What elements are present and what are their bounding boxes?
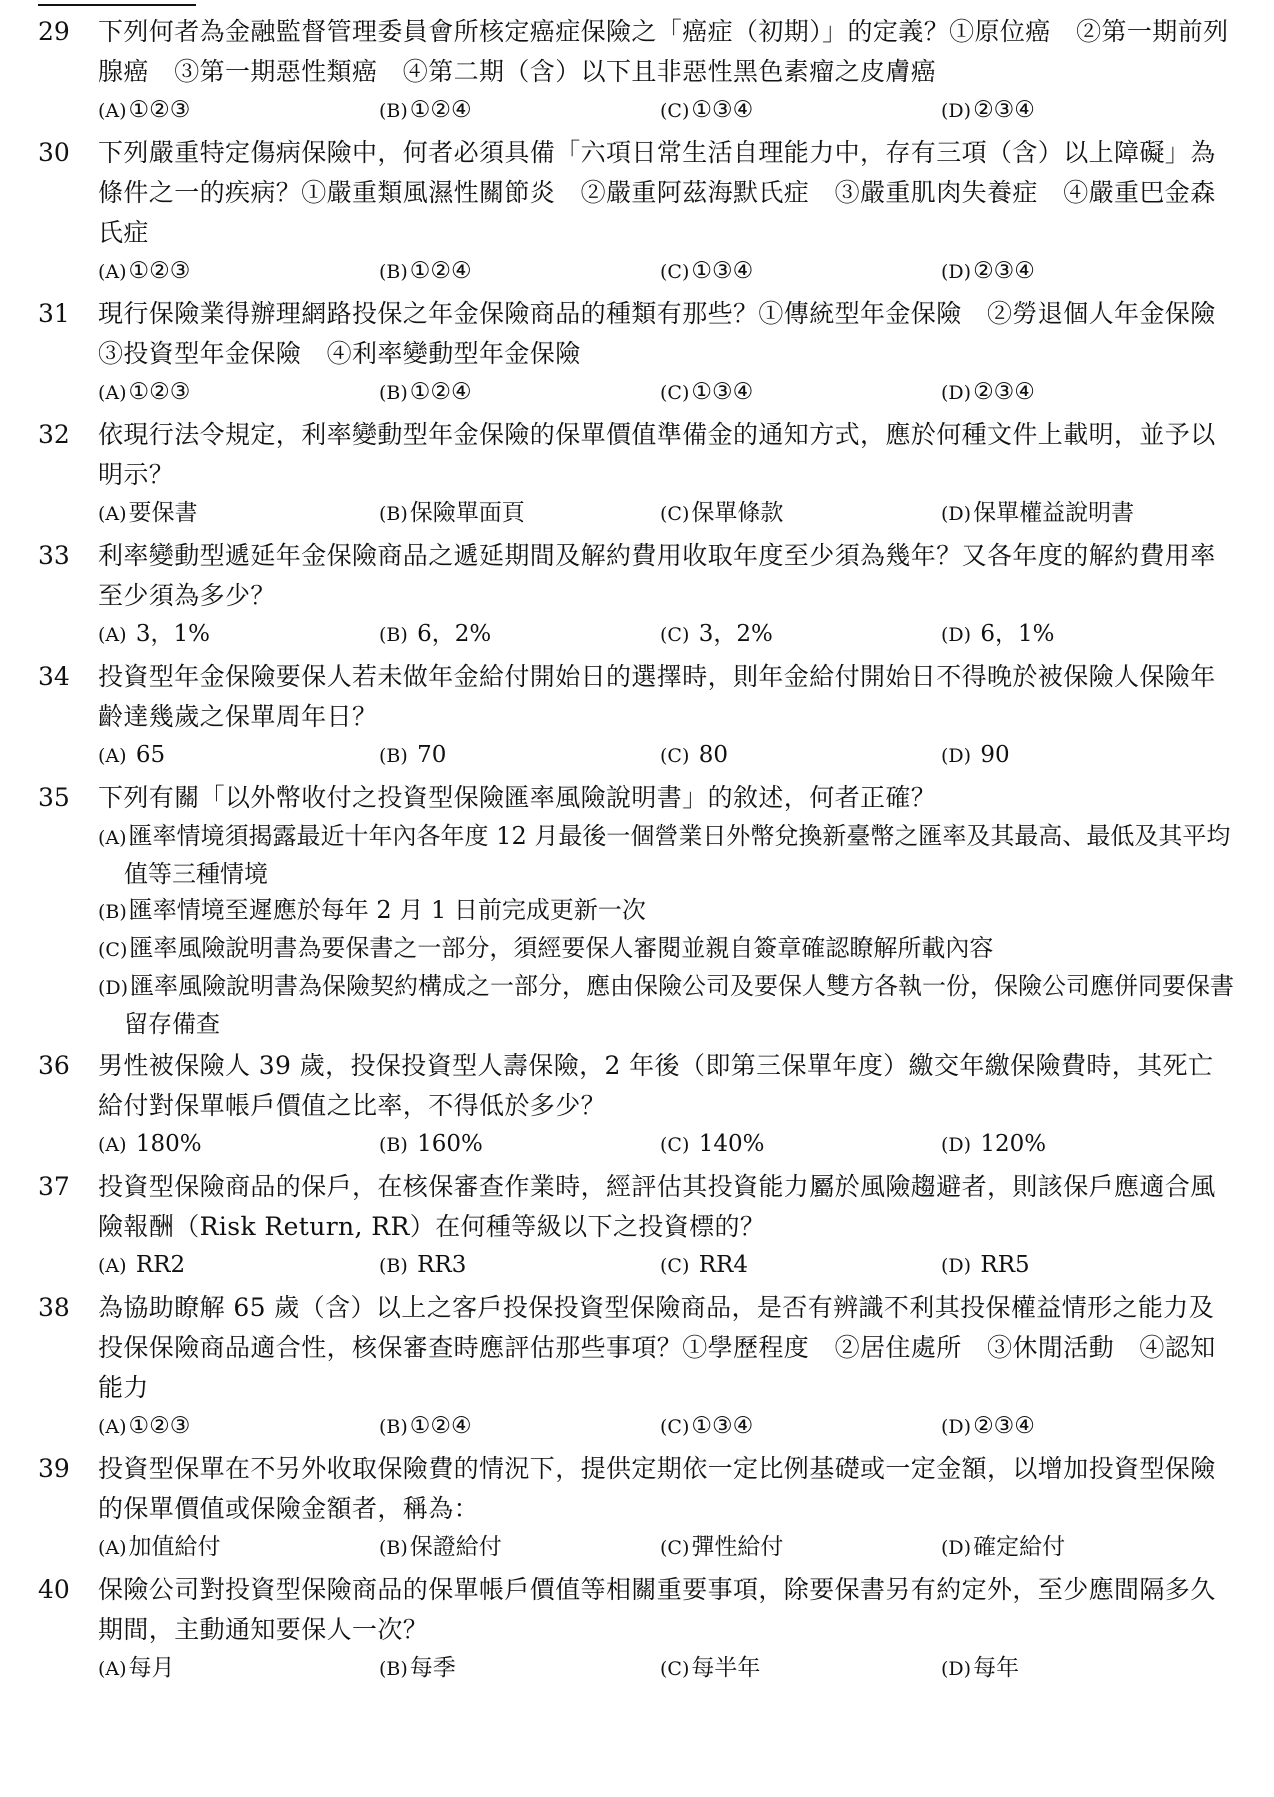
option-b[interactable]: (B)每季 (379, 1655, 456, 1681)
question-39 (38, 1449, 1238, 1566)
question-text: 現行保險業得辦理網路投保之年金保險商品的種類有那些？①傳統型年金保險 ②勞退個人年金保險 ③投資型年金保險 ④利率變動型年金保險 (98, 299, 1242, 368)
question-number: 34 (38, 662, 70, 691)
options (98, 1529, 1238, 1566)
option-b[interactable]: (B)保險單面頁 (379, 500, 525, 526)
question-31 (38, 294, 1242, 411)
option-d[interactable]: (D)②③④ (941, 97, 1035, 123)
options (98, 92, 1238, 129)
question-text: 保險公司對投資型保險商品的保單帳戶價值等相關重要事項，除要保書另有約定外，至少應間隔多久期間，主動通知要保人一次？ (98, 1575, 1216, 1644)
question-40 (38, 1570, 1238, 1687)
option-d[interactable]: (D)②③④ (941, 379, 1035, 405)
question-list (38, 12, 1242, 1691)
option-a[interactable]: (A) 65 (98, 742, 166, 768)
options (98, 616, 1238, 653)
question-text: 下列嚴重特定傷病保險中，何者必須具備「六項日常生活自理能力中，存有三項（含）以上障礙」為條件之一的疾病？①嚴重類風濕性關節炎 ②嚴重阿茲海默氏症 ③嚴重肌肉失養症 ④嚴重巴金森氏症 (98, 138, 1216, 247)
question-text: 男性被保險人 39 歲，投保投資型人壽保險，2 年後（即第三保單年度）繳交年繳保險費時，其死亡給付對保單帳戶價值之比率，不得低於多少？ (98, 1051, 1214, 1120)
option-c[interactable]: (C)彈性給付 (660, 1534, 784, 1560)
question-number: 30 (38, 138, 70, 167)
option-b[interactable]: (B)①②④ (379, 97, 472, 123)
question-text: 投資型年金保險要保人若未做年金給付開始日的選擇時，則年金給付開始日不得晚於被保險人保險年齡達幾歲之保單周年日？ (98, 662, 1216, 731)
question-34 (38, 657, 1238, 774)
question-number: 32 (38, 420, 70, 449)
option-a[interactable]: (A) 3，1% (98, 621, 210, 647)
option-d[interactable]: (D) 90 (941, 742, 1010, 768)
option-c[interactable]: (C)①③④ (660, 258, 754, 284)
options (98, 1247, 1238, 1284)
option-d[interactable]: (D)匯率風險說明書為保險契約構成之一部分，應由保險公司及要保人雙方各執一份，保險公司應併同要保書留存備查 (98, 972, 1235, 1038)
options (98, 818, 1238, 1042)
question-35 (38, 778, 1238, 1042)
question-number: 35 (38, 783, 70, 812)
option-c[interactable]: (C)①③④ (660, 1413, 754, 1439)
option-c[interactable]: (C) RR4 (660, 1252, 748, 1278)
options (98, 495, 1238, 532)
question-text: 為協助瞭解 65 歲（含）以上之客戶投保投資型保險商品，是否有辨識不利其投保權益情形之能力及投保保險商品適合性，核保審查時應評估那些事項？①學歷程度 ②居住處所 ③休閒活動 ④認知能力 (98, 1293, 1216, 1402)
question-number: 29 (38, 17, 70, 46)
question-30 (38, 133, 1238, 290)
option-a[interactable]: (A)匯率情境須揭露最近十年內各年度 12 月最後一個營業日外幣兌換新臺幣之匯率及其最高、最低及其平均值等三種情境 (98, 822, 1231, 888)
option-d[interactable]: (D) RR5 (941, 1252, 1030, 1278)
question-text: 依現行法令規定，利率變動型年金保險的保單價值準備金的通知方式，應於何種文件上載明，並予以明示？ (98, 420, 1216, 489)
options (98, 1408, 1238, 1445)
option-d[interactable]: (D)確定給付 (941, 1534, 1066, 1560)
option-b[interactable]: (B)保證給付 (379, 1534, 502, 1560)
options (98, 253, 1238, 290)
option-b[interactable]: (B)①②④ (379, 258, 472, 284)
option-a[interactable]: (A) 180% (98, 1131, 202, 1157)
question-37 (38, 1167, 1238, 1284)
question-text: 下列何者為金融監督管理委員會所核定癌症保險之「癌症（初期）」的定義？①原位癌 ②第一期前列腺癌 ③第一期惡性類癌 ④第二期（含）以下且非惡性黑色素瘤之皮膚癌 (98, 17, 1229, 86)
question-33 (38, 536, 1238, 653)
option-b[interactable]: (B) 70 (379, 742, 447, 768)
option-b[interactable]: (B)匯率情境至遲應於每年 2 月 1 日前完成更新一次 (98, 896, 646, 924)
option-c[interactable]: (C) 140% (660, 1131, 765, 1157)
question-text: 利率變動型遞延年金保險商品之遞延期間及解約費用收取年度至少須為幾年？又各年度的解約費用率至少須為多少？ (98, 541, 1216, 610)
option-c[interactable]: (C)保單條款 (660, 500, 784, 526)
option-d[interactable]: (D)保單權益說明書 (941, 500, 1135, 526)
question-text: 下列有關「以外幣收付之投資型保險匯率風險說明書」的敘述，何者正確？ (98, 783, 937, 812)
question-text: 投資型保險商品的保戶，在核保審查作業時，經評估其投資能力屬於風險趨避者，則該保戶應適合風險報酬（Risk Return, RR）在何種等級以下之投資標的？ (98, 1172, 1216, 1241)
option-d[interactable]: (D)每年 (941, 1655, 1020, 1681)
option-a[interactable]: (A)①②③ (98, 258, 191, 284)
option-b[interactable]: (B) RR3 (379, 1252, 467, 1278)
question-number: 31 (38, 299, 70, 328)
question-number: 39 (38, 1454, 70, 1483)
option-c[interactable]: (C) 80 (660, 742, 728, 768)
question-number: 38 (38, 1293, 70, 1322)
option-a[interactable]: (A)①②③ (98, 97, 191, 123)
options (98, 737, 1238, 774)
option-c[interactable]: (C) 3，2% (660, 621, 773, 647)
question-number: 40 (38, 1575, 70, 1604)
option-a[interactable]: (A)①②③ (98, 379, 191, 405)
options (98, 374, 1238, 411)
question-text: 投資型保單在不另外收取保險費的情況下，提供定期依一定比例基礎或一定金額，以增加投資型保險的保單價值或保險金額者，稱為： (98, 1454, 1216, 1523)
question-29 (38, 12, 1238, 129)
option-a[interactable]: (A)要保書 (98, 500, 198, 526)
option-d[interactable]: (D)②③④ (941, 1413, 1035, 1439)
option-c[interactable]: (C)每半年 (660, 1655, 761, 1681)
option-a[interactable]: (A) RR2 (98, 1252, 186, 1278)
question-36 (38, 1046, 1238, 1163)
option-a[interactable]: (A)每月 (98, 1655, 175, 1681)
option-b[interactable]: (B) 6，2% (379, 621, 492, 647)
option-b[interactable]: (B)①②④ (379, 379, 472, 405)
question-number: 36 (38, 1051, 70, 1080)
option-c[interactable]: (C)匯率風險說明書為要保書之一部分，須經要保人審閱並親自簽章確認瞭解所載內容 (98, 934, 994, 962)
options (98, 1650, 1238, 1687)
option-a[interactable]: (A)①②③ (98, 1413, 191, 1439)
question-32 (38, 415, 1238, 532)
question-38 (38, 1288, 1238, 1445)
question-number: 33 (38, 541, 70, 570)
option-c[interactable]: (C)①③④ (660, 379, 754, 405)
option-d[interactable]: (D)②③④ (941, 258, 1035, 284)
question-number: 37 (38, 1172, 70, 1201)
option-a[interactable]: (A)加值給付 (98, 1534, 221, 1560)
options (98, 1126, 1238, 1163)
option-d[interactable]: (D) 120% (941, 1131, 1047, 1157)
top-rule (38, 4, 196, 6)
option-b[interactable]: (B)①②④ (379, 1413, 472, 1439)
option-d[interactable]: (D) 6，1% (941, 621, 1055, 647)
option-c[interactable]: (C)①③④ (660, 97, 754, 123)
option-b[interactable]: (B) 160% (379, 1131, 483, 1157)
